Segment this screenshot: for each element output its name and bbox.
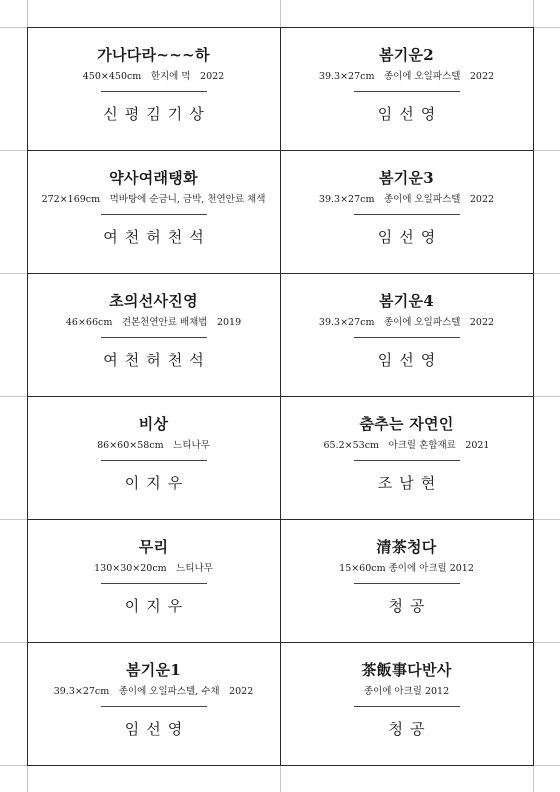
divider <box>354 583 460 584</box>
artist-name: 청공 <box>388 719 432 738</box>
artwork-title: 봄기운4 <box>378 291 435 310</box>
artist-name: 임선영 <box>377 227 443 246</box>
divider <box>354 337 460 338</box>
divider <box>101 214 207 215</box>
artwork-label <box>280 642 534 766</box>
artwork-details: 450×450cm 한지에 먹 2022 <box>82 70 225 82</box>
artwork-label <box>280 27 534 151</box>
artwork-label <box>280 273 534 397</box>
artist-name: 여천허천석 <box>103 350 211 369</box>
divider <box>101 583 207 584</box>
artwork-label <box>27 519 281 643</box>
artwork-details: 86×60×58cm 느티나무 <box>97 439 210 451</box>
divider <box>101 460 207 461</box>
artist-name: 임선영 <box>377 104 443 123</box>
artist-name: 청공 <box>388 596 432 615</box>
artist-name: 이지우 <box>124 473 190 492</box>
artwork-title: 비상 <box>138 414 169 433</box>
divider <box>354 214 460 215</box>
artwork-label <box>280 150 534 274</box>
artwork-details: 15×60cm 종이에 아크릴 2012 <box>339 562 474 574</box>
divider <box>354 460 460 461</box>
artist-name: 이지우 <box>124 596 190 615</box>
artwork-details: 종이에 아크릴 2012 <box>363 685 450 697</box>
artwork-details: 272×169cm 먹바탕에 순금니, 금박, 천연안료 채색 <box>41 193 266 205</box>
artwork-label <box>280 396 534 520</box>
artwork-label <box>27 27 281 151</box>
artist-name: 조남현 <box>377 473 443 492</box>
artwork-label <box>27 273 281 397</box>
artwork-label <box>280 519 534 643</box>
artwork-title: 무리 <box>138 537 169 556</box>
artwork-title: 清茶청다 <box>376 537 437 556</box>
divider <box>354 91 460 92</box>
artwork-title: 봄기운1 <box>125 660 182 679</box>
artwork-label <box>27 150 281 274</box>
artist-name: 여천허천석 <box>103 227 211 246</box>
artwork-title: 가나다라~~~하 <box>97 45 210 64</box>
artwork-label <box>27 642 281 766</box>
artwork-title: 茶飯事다반사 <box>361 660 452 679</box>
artist-name: 임선영 <box>124 719 190 738</box>
artist-name: 임선영 <box>377 350 443 369</box>
artwork-details: 46×66cm 견본천연안료 배채법 2019 <box>65 316 242 328</box>
artwork-details: 39.3×27cm 종이에 오일파스텔, 수채 2022 <box>53 685 254 697</box>
divider <box>101 706 207 707</box>
artwork-details: 65.2×53cm 아크릴 혼합재료 2021 <box>323 439 490 451</box>
divider <box>101 337 207 338</box>
artwork-details: 39.3×27cm 종이에 오일파스텔 2022 <box>318 70 495 82</box>
artwork-title: 춤추는 자연인 <box>359 414 454 433</box>
artwork-title: 초의선사진영 <box>109 291 198 310</box>
divider <box>354 706 460 707</box>
artwork-title: 봄기운3 <box>378 168 435 187</box>
artwork-label <box>27 396 281 520</box>
artwork-details: 39.3×27cm 종이에 오일파스텔 2022 <box>318 193 495 205</box>
artist-name: 신평김기상 <box>103 104 211 123</box>
artwork-details: 39.3×27cm 종이에 오일파스텔 2022 <box>318 316 495 328</box>
label-sheet <box>27 27 533 765</box>
artwork-title: 약사여래탱화 <box>109 168 198 187</box>
artwork-details: 130×30×20cm 느티나무 <box>94 562 213 574</box>
divider <box>101 91 207 92</box>
artwork-title: 봄기운2 <box>378 45 435 64</box>
